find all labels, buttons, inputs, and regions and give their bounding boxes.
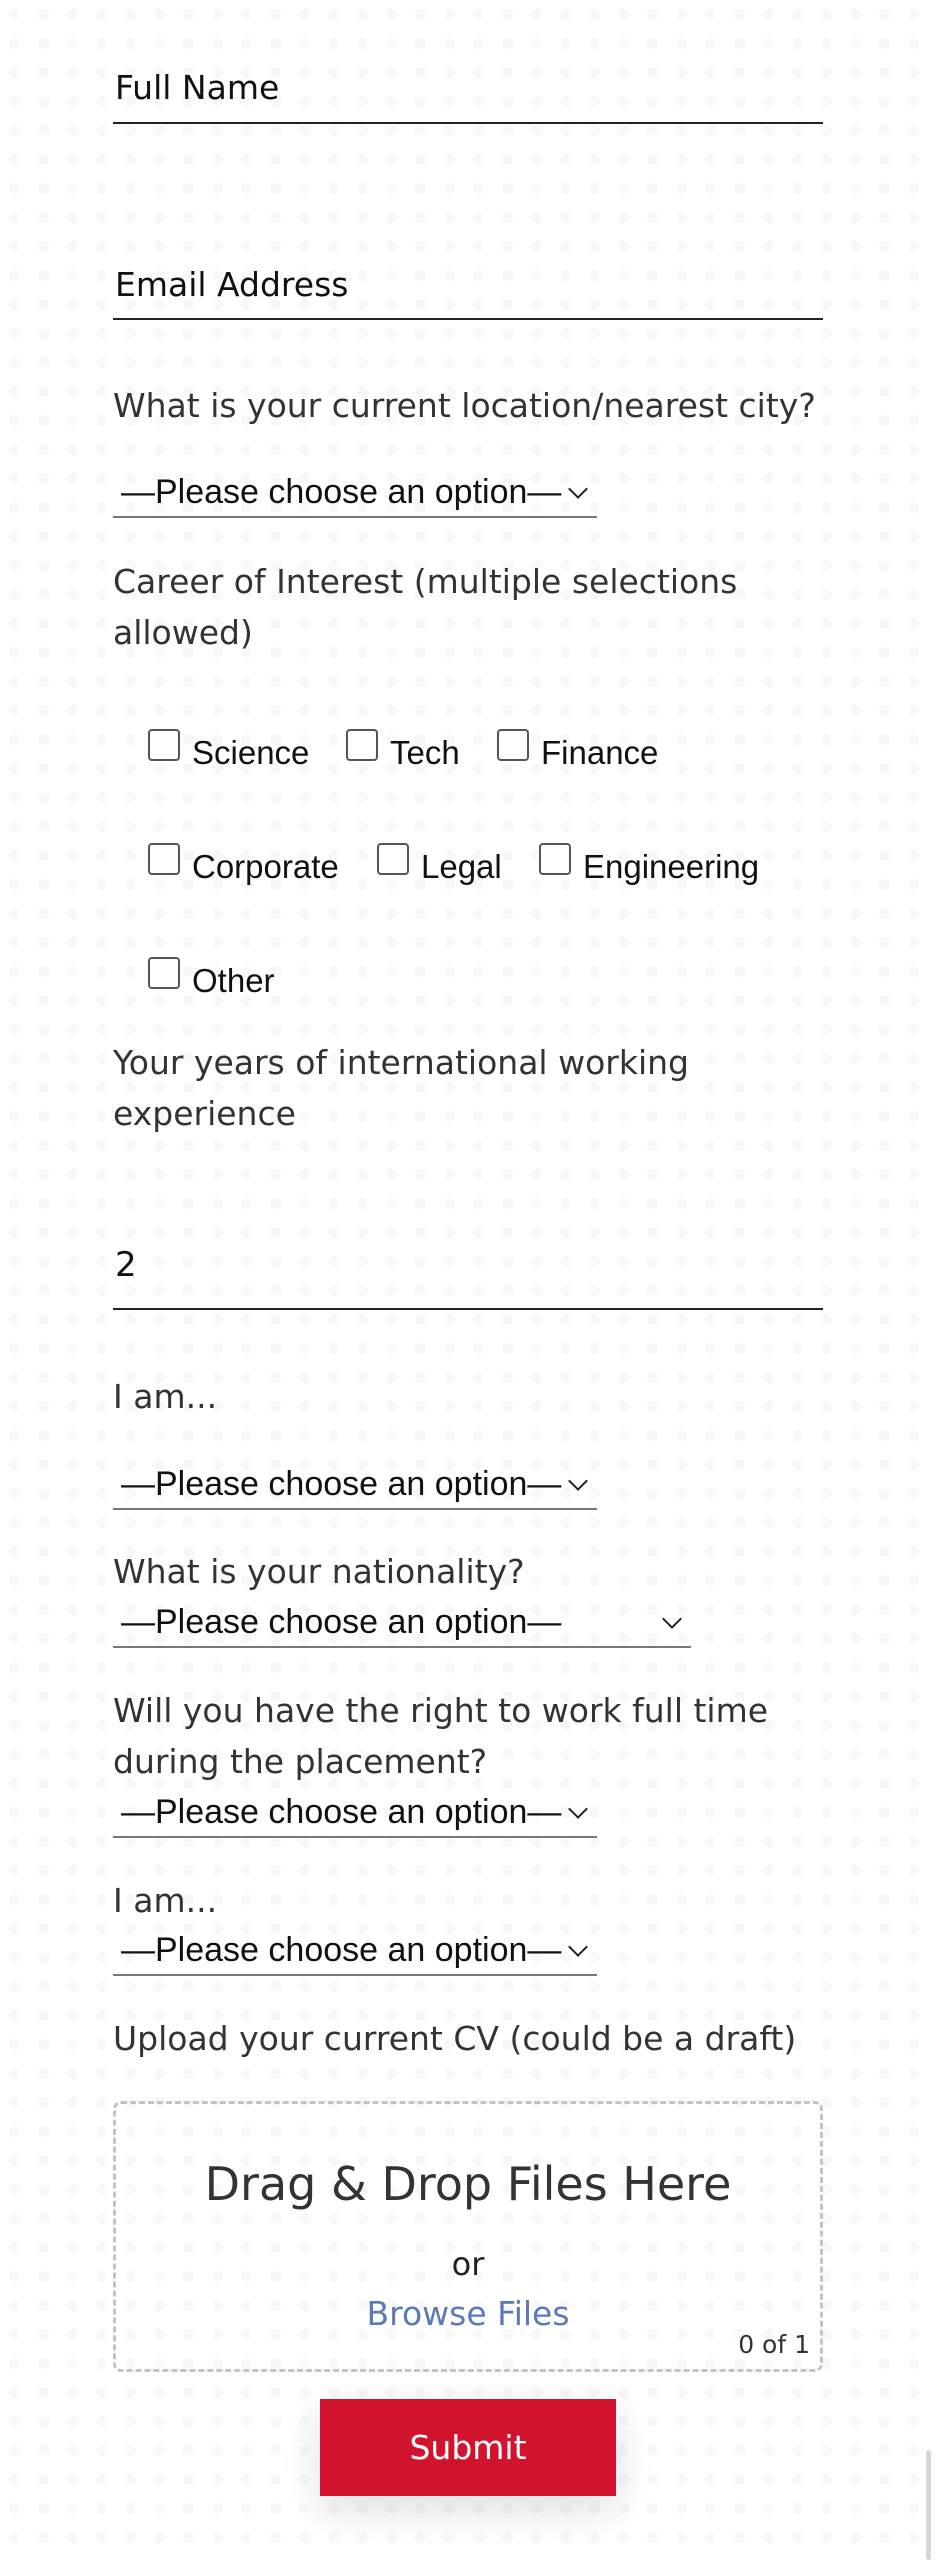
right-to-work-select[interactable]	[113, 1788, 597, 1838]
career-option-label: Corporate	[192, 848, 339, 885]
email-input[interactable]	[113, 250, 823, 320]
file-count: 0 of 1	[738, 2330, 810, 2359]
chevron-down-icon	[568, 1799, 588, 1819]
career-option-label: Science	[192, 734, 310, 771]
i-am-label: I am...	[113, 1377, 218, 1416]
chevron-down-icon	[568, 1471, 588, 1491]
right-to-work-select-value: —Please choose an option—	[121, 1793, 562, 1831]
i-am-second-label: I am...	[113, 1881, 218, 1920]
experience-input[interactable]	[113, 1222, 823, 1310]
chevron-down-icon	[568, 479, 588, 499]
career-option-legal[interactable]	[377, 843, 507, 887]
i-am-select[interactable]	[113, 1460, 597, 1510]
experience-label: Your years of international working experience	[113, 1043, 689, 1133]
career-option-corporate[interactable]	[148, 843, 358, 887]
i-am-second-select[interactable]	[113, 1926, 597, 1976]
checkbox-icon[interactable]	[148, 957, 180, 989]
chevron-down-icon	[568, 1937, 588, 1957]
browse-files-link[interactable]: Browse Files	[366, 2294, 570, 2333]
checkbox-icon[interactable]	[148, 843, 180, 875]
career-label: Career of Interest (multiple selections allowed)	[113, 562, 738, 652]
checkbox-icon[interactable]	[539, 843, 571, 875]
right-to-work-label: Will you have the right to work full time during the placement?	[113, 1691, 769, 1781]
i-am-second-select-value: —Please choose an option—	[121, 1931, 562, 1969]
career-option-engineering[interactable]	[539, 843, 779, 887]
checkbox-icon[interactable]	[377, 843, 409, 875]
i-am-select-value: —Please choose an option—	[121, 1465, 562, 1503]
career-option-label: Legal	[421, 848, 502, 885]
career-option-label: Other	[192, 962, 275, 999]
career-option-tech[interactable]	[346, 729, 476, 773]
cv-dropzone[interactable]	[113, 2101, 823, 2372]
dropzone-or: or	[451, 2245, 485, 2283]
location-label: What is your current location/nearest city?	[113, 386, 816, 425]
nationality-label: What is your nationality?	[113, 1552, 525, 1591]
career-option-label: Engineering	[583, 848, 760, 885]
dropzone-title: Drag & Drop Files Here	[204, 2157, 732, 2211]
career-option-science[interactable]	[148, 729, 318, 773]
career-option-finance[interactable]	[497, 729, 667, 773]
cv-label: Upload your current CV (could be a draft)	[113, 2019, 797, 2058]
scrollbar[interactable]	[926, 2450, 931, 2560]
location-select[interactable]	[113, 468, 597, 518]
nationality-select-value: —Please choose an option—	[121, 1603, 562, 1641]
checkbox-icon[interactable]	[497, 729, 529, 761]
nationality-select[interactable]	[113, 1598, 691, 1648]
chevron-down-icon	[662, 1609, 682, 1629]
checkbox-icon[interactable]	[148, 729, 180, 761]
submit-button[interactable]: Submit	[320, 2399, 616, 2496]
checkbox-icon[interactable]	[346, 729, 378, 761]
career-option-label: Finance	[541, 734, 659, 771]
career-option-label: Tech	[390, 734, 460, 771]
location-select-value: —Please choose an option—	[121, 473, 562, 511]
full-name-input[interactable]	[113, 52, 823, 124]
career-option-other[interactable]	[148, 957, 288, 1001]
